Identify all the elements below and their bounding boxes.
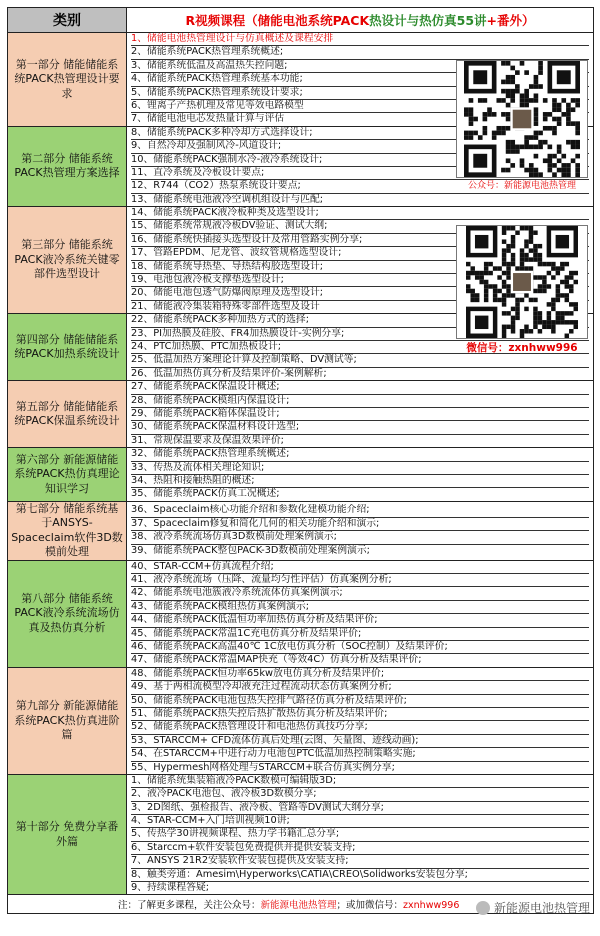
- course-item: 5、储能系统PACK热管理系统设计要求;: [131, 87, 589, 100]
- section-items: [127, 560, 594, 667]
- section-category: 第四部分 储能储能系统PACK加热系统设计: [8, 314, 127, 381]
- course-item: 41、液冷系统流场（压降、流量均匀性评估）仿真案例分析;: [131, 574, 589, 587]
- course-item: 20、储能电池包透气防爆阀原理及选型设计;: [131, 287, 589, 300]
- section-items: [127, 667, 594, 774]
- course-item: 38、液冷系统流场仿真3D数模前处理案例演示;: [131, 531, 589, 544]
- course-item: 29、储能系统PACK箱体保温设计;: [131, 408, 589, 421]
- course-title-suffix: +番外）: [486, 13, 535, 28]
- section-category: 第五部分 储能储能系统PACK保温系统设计: [8, 381, 127, 448]
- section-row: [8, 448, 594, 502]
- section-category: 第十部分 免费分享番外篇: [8, 774, 127, 895]
- wechat-icon: [476, 901, 490, 915]
- course-item: 47、储能系统PACK常温MAP快充（等效4C）仿真分析及结果评价;: [131, 654, 422, 666]
- qr-pattern: [457, 61, 587, 177]
- course-item: 3、2D图纸、强检报告、液冷板、管路等DV测试大纲分享;: [131, 802, 589, 815]
- course-item: 19、电池包液冷板支撑垫选型设计;: [131, 274, 589, 287]
- course-item: 54、在STARCCM+中进行动力电池包PTC低温加热控制策略实施;: [131, 748, 589, 761]
- course-item: 36、Spaceclaim核心功能介绍和参数化建模功能介绍;: [131, 504, 589, 517]
- course-item: 24、PTC加热膜、PTC加热板设计;: [131, 341, 589, 354]
- section-items: [127, 448, 594, 502]
- course-item: 33、传热及流体相关理论知识;: [131, 462, 589, 475]
- section-items: [127, 774, 594, 895]
- table-header-row: [8, 8, 594, 33]
- course-item: 52、储能系统PACK热管理设计和电池热仿真技巧分享;: [131, 721, 589, 734]
- course-item: 6、Starccm+软件安装包免费提供并提供安装支持;: [131, 842, 589, 855]
- course-item: 2、储能系统PACK热管理系统概述;: [131, 46, 589, 59]
- course-item: 46、储能系统PACK高温40℃ 1C放电仿真分析（SOC控制）及结果评价;: [131, 641, 589, 654]
- course-item: 4、STAR-CCM+入门培训视频10讲;: [131, 815, 589, 828]
- qr-pattern: [457, 226, 587, 338]
- course-item: 9、持续课程答疑;: [131, 882, 210, 894]
- qr2-caption: 微信号：zxnhww996: [466, 342, 578, 354]
- course-item: 22、储能系统PACK多种加热方式的选择;: [131, 314, 589, 327]
- course-item: 7、ANSYS 21R2安装软件安装包提供及安装支持;: [131, 855, 589, 868]
- footer-wechat: zxnhww996: [403, 900, 460, 912]
- section-category: 第九部分 新能源储能系统PACK热仿真进阶篇: [8, 667, 127, 774]
- course-title-green: 热设计与热仿真55讲: [369, 13, 487, 28]
- course-item: 51、储能系统PACK热失控后热扩散热仿真分析及结果评价;: [131, 708, 589, 721]
- course-item: 35、储能系统PACK仿真工况概述;: [131, 488, 280, 500]
- course-item: 26、低温加热仿真分析及结果评价-案例解析;: [131, 367, 327, 379]
- section-row: [8, 774, 594, 895]
- course-item: 37、Spaceclaim修复和简化几何的相关功能介绍和演示;: [131, 518, 589, 531]
- course-item: 4、储能系统PACK热管理系统基本功能;: [131, 73, 589, 86]
- course-item: 25、低温加热方案理论计算及控制策略、DV测试等;: [131, 354, 589, 367]
- section-row: [8, 501, 594, 560]
- course-item: 53、STARCCM+ CFD流体仿真后处理(云图、矢量图、迹线动画);: [131, 735, 589, 748]
- course-item: 23、PI加热膜及硅胶、FR4加热膜设计-实例分享;: [131, 328, 589, 341]
- course-item: 18、储能系统导热垫、导热结构胶选型设计;: [131, 261, 589, 274]
- course-item: 8、储能系统PACK多种冷却方式选择设计;: [131, 127, 589, 140]
- section-category: 第一部分 储能储能系统PACK热管理设计要求: [8, 33, 127, 127]
- qr-code-wechat: [456, 225, 588, 339]
- course-item: 11、直冷系统及冷板设计要点;: [131, 167, 589, 180]
- course-item: 27、储能系统PACK保温设计概述;: [131, 381, 589, 394]
- section-category: 第八部分 储能系统PACK液冷系统流场仿真及热仿真分析: [8, 560, 127, 667]
- section-items: [127, 381, 594, 448]
- section-category: 第二部分 储能系统PACK热管理方案选择: [8, 126, 127, 206]
- watermark-text: 新能源电池热管理: [493, 901, 590, 915]
- course-item: 17、管路EPDM、尼龙管、波纹管规格选型设计;: [131, 247, 589, 260]
- course-item: 1、储能系统集装箱液冷PACK数模可编辑版3D;: [131, 775, 589, 788]
- course-item: 48、储能系统PACK恒功率65kw放电仿真分析及结果评价;: [131, 668, 589, 681]
- course-item: 43、储能系统PACK模组热仿真案例演示;: [131, 601, 589, 614]
- watermark: [476, 899, 590, 916]
- course-item: 30、储能系统PACK保温材料设计选型;: [131, 421, 589, 434]
- course-item: 15、储能系统常规液冷板DV验证、测试大纲;: [131, 220, 589, 233]
- course-item: 7、储能电池电芯发热量计算与评估: [131, 113, 285, 125]
- course-item: 9、自然冷却及强制风冷-风道设计;: [131, 140, 589, 153]
- section-row: [8, 667, 594, 774]
- section-category: 第三部分 储能系统PACK液冷系统关键零部件选型设计: [8, 207, 127, 314]
- course-item: 39、储能系统PACK整包PACK-3D数模前处理案例演示;: [131, 544, 370, 556]
- course-item: 21、储能液冷集装箱特殊零部件选型及设计: [131, 300, 320, 312]
- course-item: 44、储能系统PACK低温恒功率加热仿真分析及结果评价;: [131, 614, 589, 627]
- course-item: 28、储能系统PACK模组内保温设计;: [131, 395, 589, 408]
- course-item: 31、常规保温要求及保温效果评价;: [131, 434, 284, 446]
- course-item: 55、Hypermesh网格处理与STARCCM+联合仿真实例分享;: [131, 761, 395, 773]
- course-item: 32、储能系统PACK热管理系统概述;: [131, 448, 589, 461]
- course-item: 34、热阻和接触热阻的概述;: [131, 475, 589, 488]
- course-item: 10、储能系统PACK强制水冷-液冷系统设计;: [131, 154, 589, 167]
- course-item: 49、基于两相流模型冷却液充注过程流动状态仿真案例分析;: [131, 681, 589, 694]
- course-item: 12、R744（CO2）热泵系统设计要点;: [131, 180, 589, 193]
- course-title-red: R视频课程（储能电池系统PACK: [185, 13, 370, 28]
- section-row: [8, 381, 594, 448]
- course-item: 14、储能系统PACK液冷板种类及选型设计;: [131, 207, 589, 220]
- course-item: 8、触类旁通：Amesim\Hyperworks\CATIA\CREO\Solidworks安装包分享;: [131, 869, 589, 882]
- section-items: [127, 501, 594, 560]
- qr-code-official-account: [456, 60, 588, 178]
- section-row: [8, 560, 594, 667]
- course-item: 42、储能系统电池簇液冷系统流体仿真案例演示;: [131, 587, 589, 600]
- course-item: 6、锂离子产热机理及常见等效电路模型: [131, 100, 589, 113]
- footer-middle: ；或加微信号：: [336, 900, 404, 912]
- section-category: 第七部分 储能系统基于ANSYS-Spaceclaim软件3D数模前处理: [8, 501, 127, 560]
- footer-prefix: 注：了解更多课程，关注公众号：: [118, 900, 261, 912]
- course-item: 50、储能系统PACK电池包热失控排气路径仿真分析及结果评价;: [131, 695, 589, 708]
- footer-account: 新能源电池热管理: [260, 900, 337, 912]
- course-item: 40、STAR-CCM+仿真流程介绍;: [131, 561, 589, 574]
- qr1-caption: 公众号：新能源电池热管理: [467, 181, 576, 191]
- category-header: 类别: [8, 8, 127, 33]
- course-title-header: [127, 8, 594, 33]
- course-item: 45、储能系统PACK常温1C充电仿真分析及结果评价;: [131, 628, 589, 641]
- course-item: 16、储能系统快插接头选型设计及常用管路实例分享;: [131, 234, 589, 247]
- course-item: 13、储能系统电池液冷空调机组设计与匹配;: [131, 193, 324, 205]
- course-item: 2、液冷PACK电池包、液冷板3D数模分享;: [131, 788, 589, 801]
- section-category: 第六部分 新能源储能系统PACK热仿真理论知识学习: [8, 448, 127, 502]
- course-item: 3、储能系统低温及高温热失控问题;: [131, 60, 589, 73]
- course-item: 5、传热学30讲视频课程、热力学书籍汇总分享;: [131, 828, 589, 841]
- course-item: 1、储能电池热管理设计与仿真概述及课程安排: [131, 33, 589, 46]
